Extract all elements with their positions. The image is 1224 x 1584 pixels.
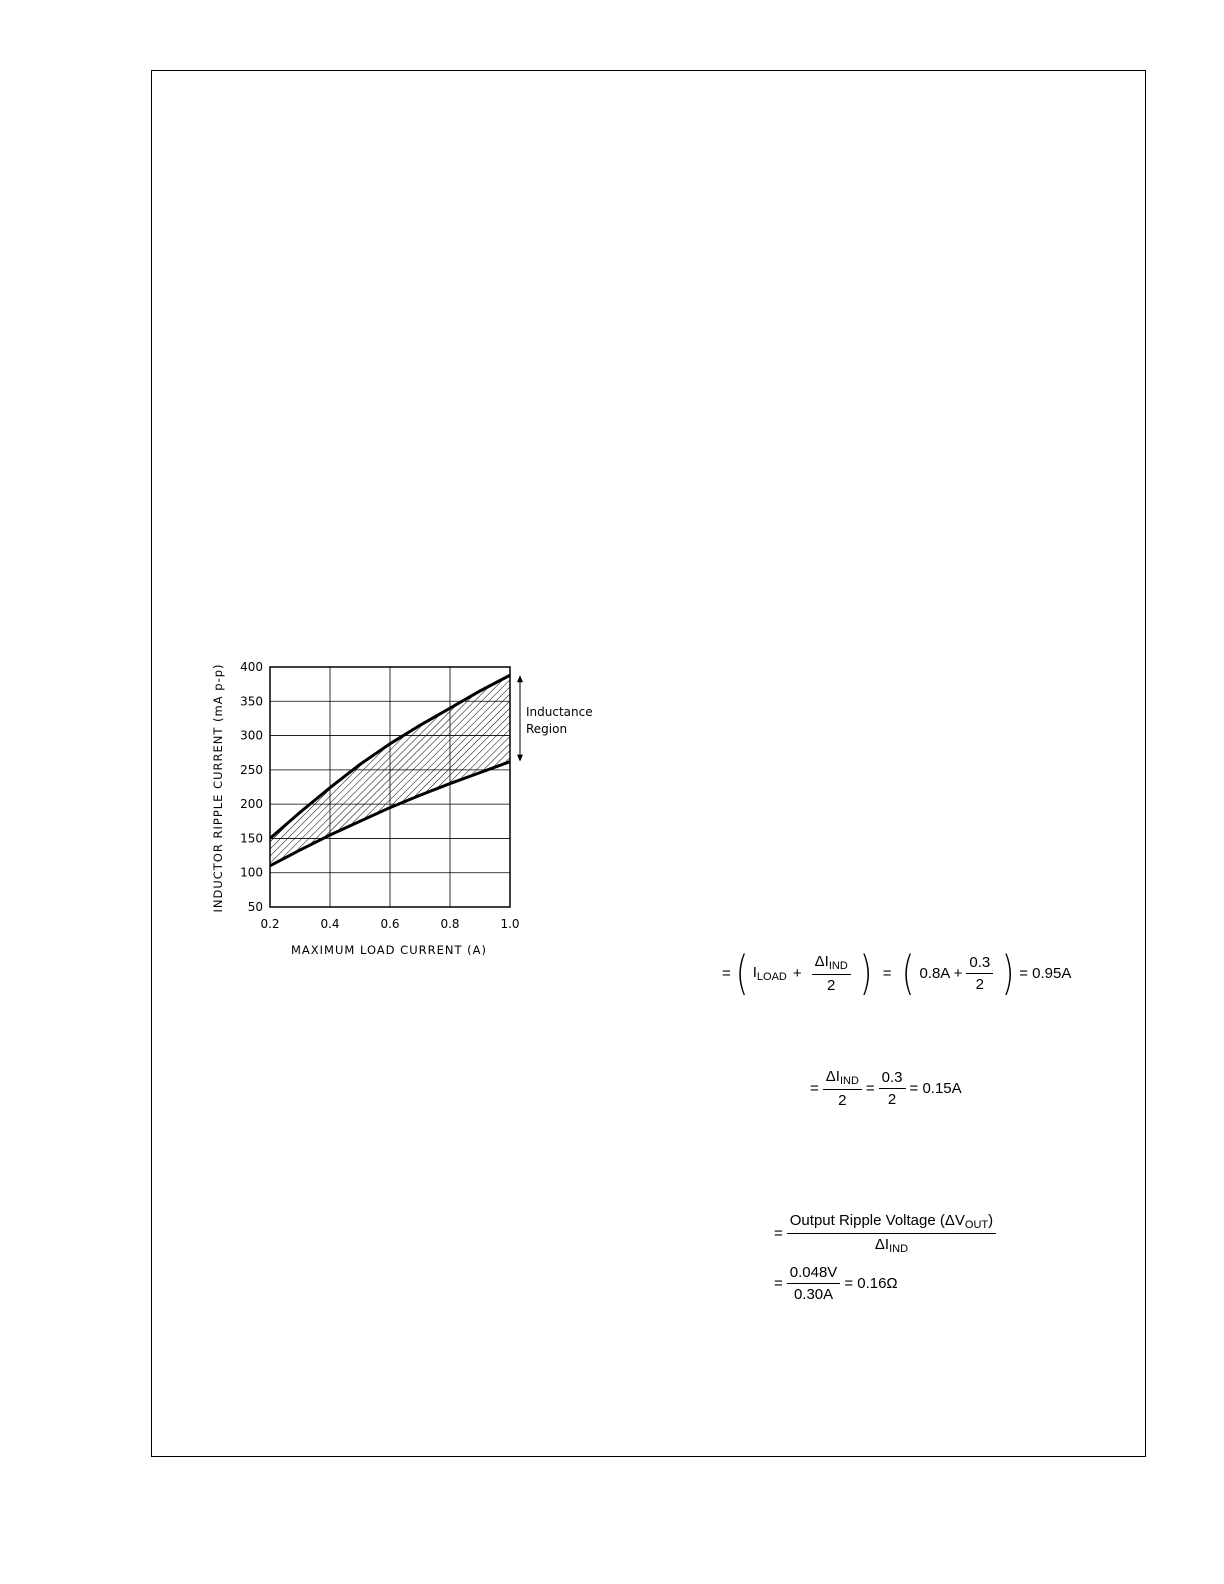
equals-sign: =	[774, 1275, 783, 1292]
y-tick-label: 100	[240, 865, 263, 880]
y-tick-label: 350	[240, 694, 263, 709]
i-load-term: $I_{LOAD}$	[752, 963, 787, 983]
numeric-fraction: $\frac{0.3}{2}$	[966, 954, 993, 993]
x-tick-label: 0.8	[440, 917, 460, 931]
inductance-region-arrow	[517, 675, 523, 761]
x-axis-label: MAXIMUM LOAD CURRENT (A)	[290, 943, 488, 957]
right-paren: )	[859, 946, 873, 1000]
delta-i-fraction: $\frac{\Delta I_{IND}}{2}$	[812, 953, 851, 994]
annotation-line1: Inductance	[526, 705, 593, 719]
y-tick-label: 400	[240, 660, 263, 674]
ripple-current-chart	[200, 650, 620, 970]
x-tick-label: 0.4	[320, 917, 340, 931]
ripple-fraction: $\frac{Output Ripple Voltage (\Delta V_{OUT})}{\Delta I_{IND}}$	[787, 1212, 996, 1255]
equals-sign: =	[722, 964, 731, 982]
equals-sign: =	[810, 1080, 819, 1097]
y-tick-label: 200	[240, 797, 263, 812]
equals-sign-2: =	[865, 1080, 875, 1097]
equation-esr-value	[774, 1264, 898, 1303]
esr-fraction: $\frac{0.048V}{0.30A}$	[787, 1264, 841, 1303]
left-paren: (	[735, 946, 749, 1000]
equation-half-ripple	[810, 1068, 962, 1109]
result: = 0.95A	[1019, 964, 1072, 982]
annotation-line2: Region	[526, 722, 568, 736]
x-tick-label: 1.0	[500, 917, 520, 931]
numeric-fraction: $\frac{0.3}{2}$	[879, 1069, 906, 1108]
result: = 0.16Ω	[844, 1275, 898, 1292]
y-tick-label: 150	[240, 831, 263, 846]
plus-sign: +	[792, 964, 802, 982]
right-paren-2: )	[1001, 946, 1015, 1000]
result: = 0.15A	[909, 1080, 962, 1097]
delta-i-fraction: $\frac{\Delta I_{IND}}{2}$	[823, 1068, 862, 1109]
x-tick-label: 0.2	[260, 917, 280, 931]
x-tick-label: 0.6	[380, 917, 400, 931]
y-axis-label: INDUCTOR RIPPLE CURRENT (mA p-p)	[211, 663, 225, 913]
y-tick-label: 300	[240, 728, 263, 743]
y-tick-label: 250	[240, 762, 263, 777]
equals-sign: =	[774, 1225, 783, 1242]
value-term: 0.8A +	[919, 964, 963, 982]
y-tick-label: 50	[247, 900, 263, 914]
equation-peak-current	[722, 946, 1072, 1000]
left-paren-2: (	[902, 946, 915, 1000]
equation-esr-definition	[774, 1212, 1000, 1255]
equals-sign-2: =	[882, 964, 892, 982]
